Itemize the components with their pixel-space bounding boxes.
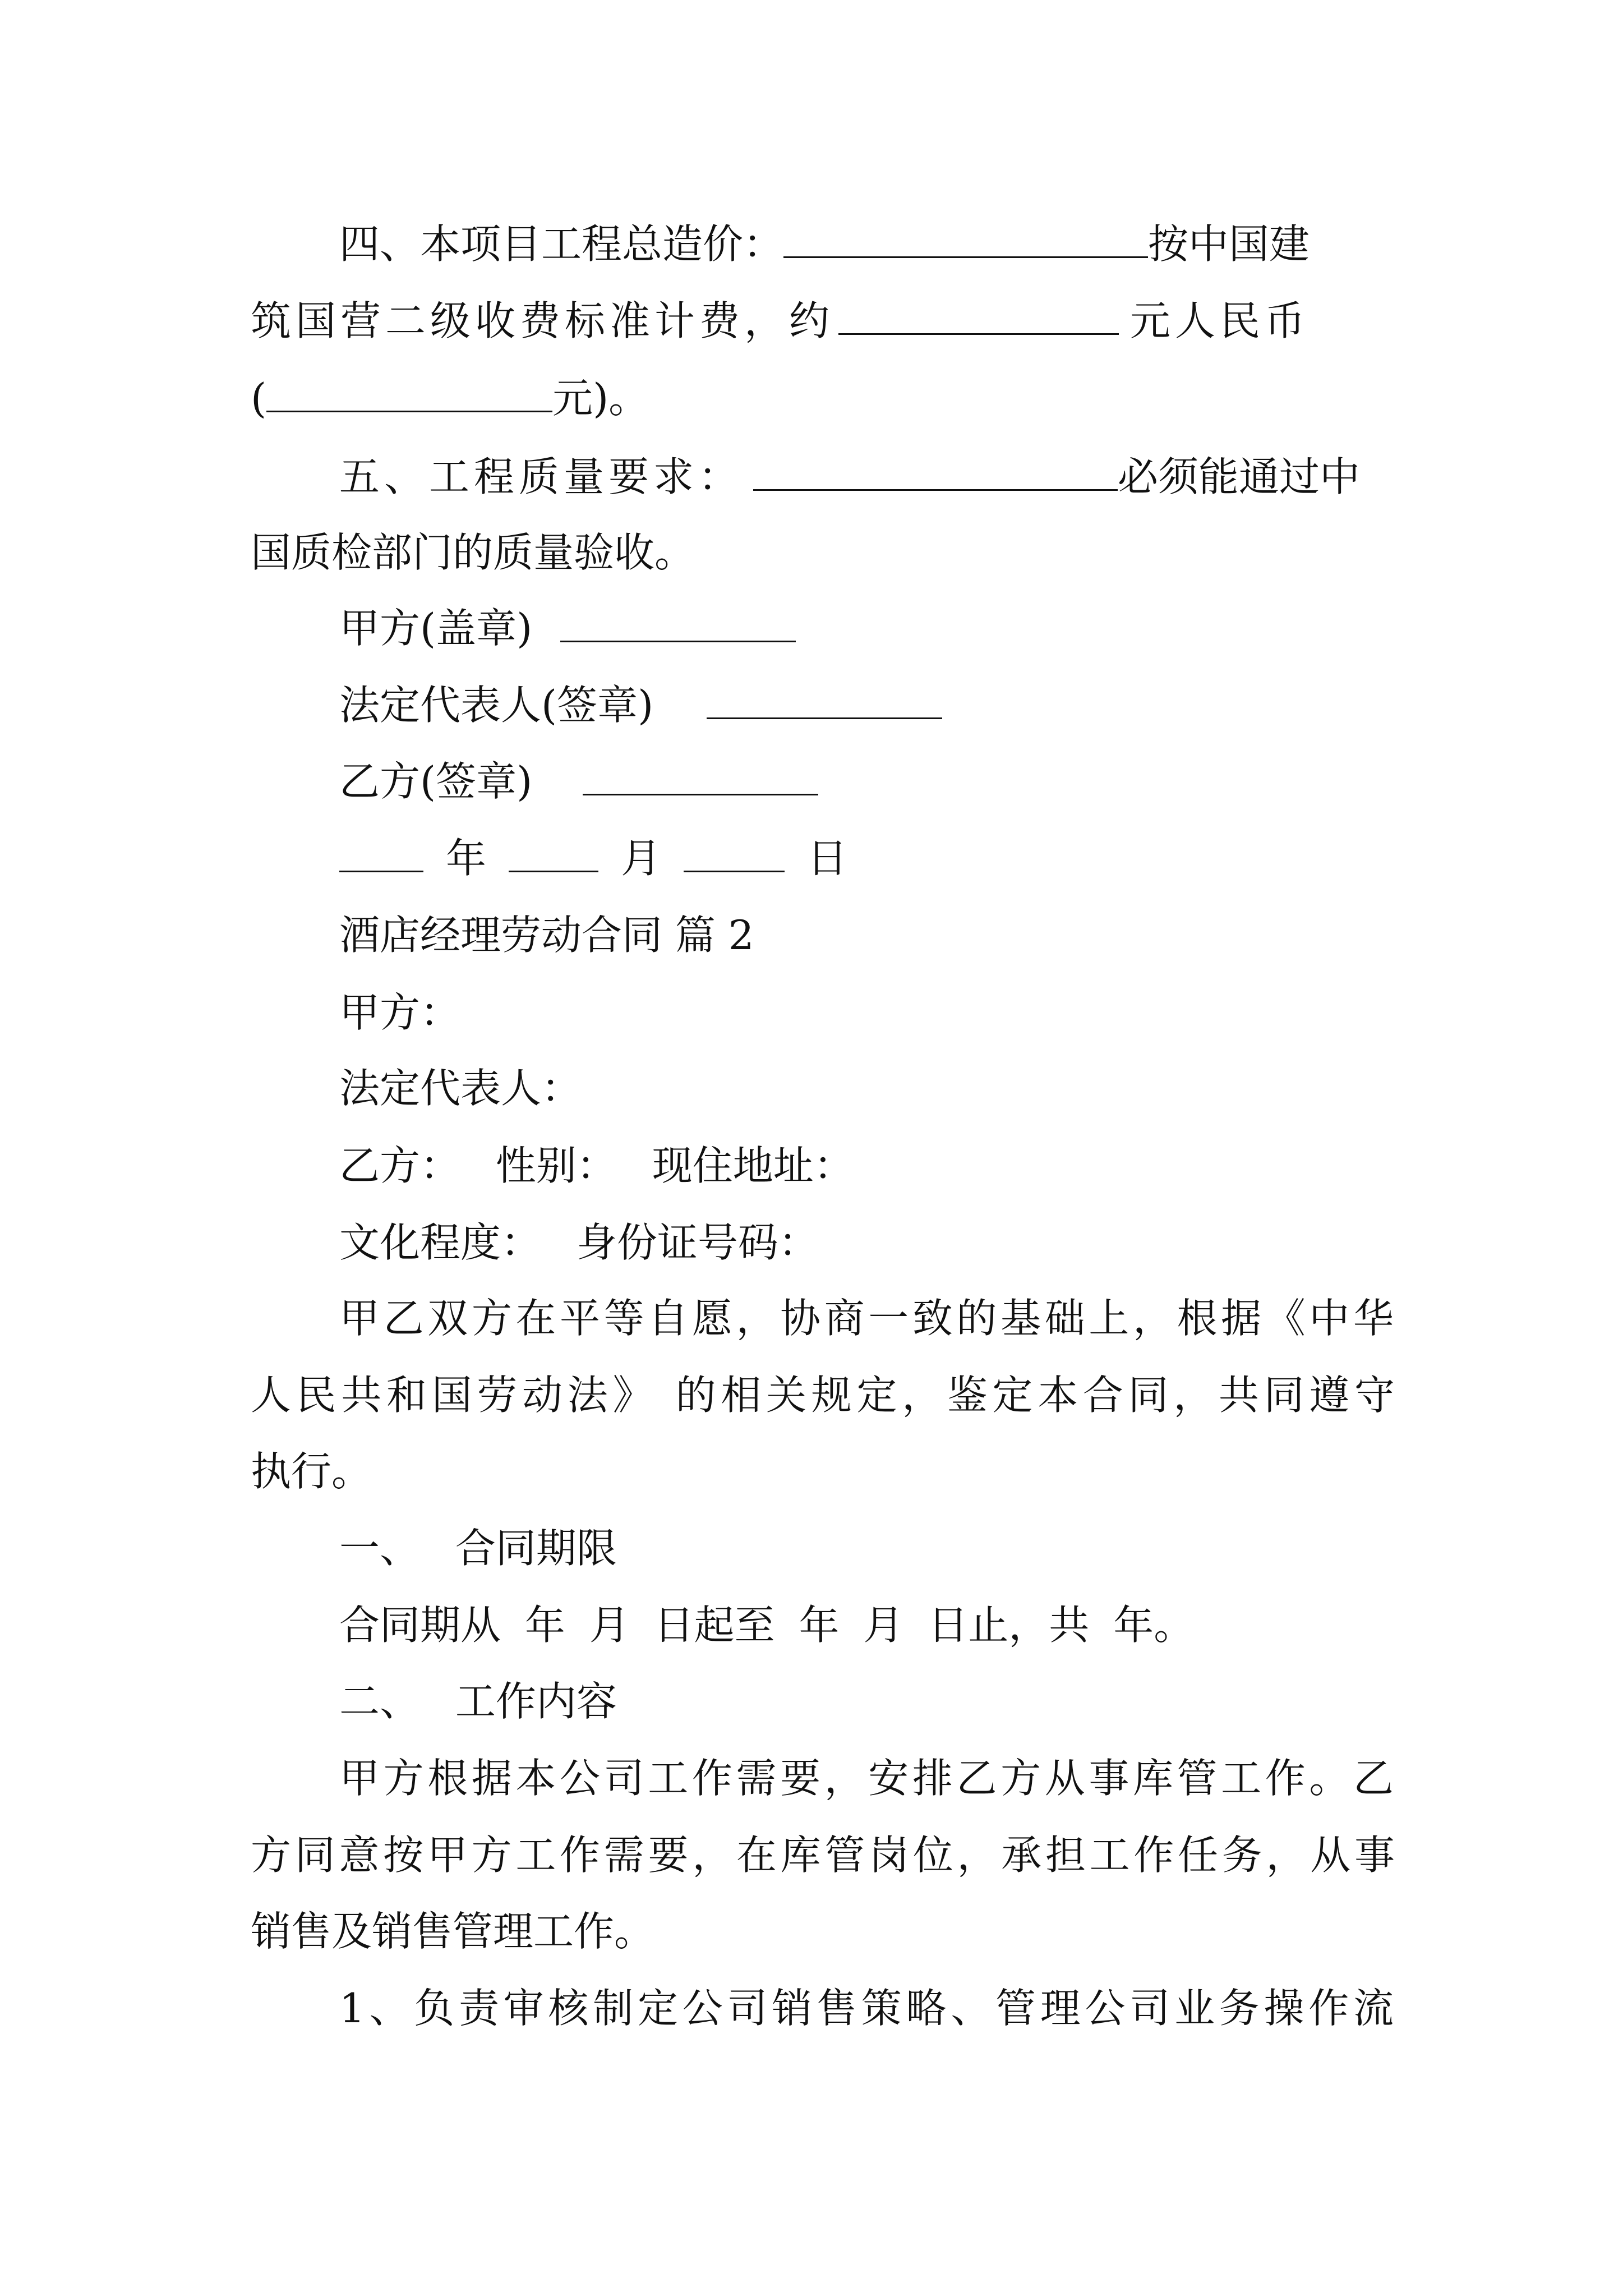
article-party-a-text: 甲方： <box>339 989 461 1036</box>
p5-line-1-text: 五、工程质量要求： <box>339 453 744 500</box>
sign-party-a <box>339 600 796 656</box>
legal-rep-signature-blank <box>707 683 942 719</box>
section-1-title <box>339 1520 617 1576</box>
year-label: 年 <box>446 835 487 882</box>
p4-line-2-text: 筑国营二级收费标准计费，约 <box>251 297 834 344</box>
section-2-body-1-text: 甲方根据本公司工作需要，安排乙方从事库管工作。乙 <box>339 1755 1394 1802</box>
sign-date <box>339 830 847 886</box>
article-education <box>339 1214 819 1271</box>
p4-line-3-open: ( <box>251 375 267 422</box>
p4-line-1-text: 四、本项目工程总造价： <box>339 220 784 268</box>
section-2-body-3-text: 销售及销售管理工作。 <box>251 1908 655 1955</box>
p5-line-1 <box>339 449 1360 505</box>
article-party-a <box>339 984 460 1041</box>
intro-line-1 <box>339 1290 1394 1346</box>
article-party-b-text: 乙方： 性别： 现住地址： <box>339 1142 854 1189</box>
intro-line-2-text: 人民共和国劳动法》 的相关规定，鉴定本合同，共同遵守 <box>251 1372 1395 1419</box>
section-2-title-text: 二、 工作内容 <box>339 1678 617 1725</box>
article-party-b <box>339 1138 854 1194</box>
article-legal-rep-text: 法定代表人： <box>339 1065 582 1112</box>
party-b-signature-blank <box>583 759 818 795</box>
article-legal-rep <box>339 1060 582 1116</box>
p5-line-1-tail: 必须能通过中 <box>1118 453 1361 500</box>
p4-line-3-tail: 元)。 <box>552 375 649 422</box>
item-1-text: 1、负责审核制定公司销售策略、管理公司业务操作流 <box>339 1985 1394 2032</box>
day-blank <box>684 836 785 872</box>
intro-line-2 <box>251 1367 1395 1423</box>
p5-line-2 <box>251 524 695 581</box>
section-2-body-1 <box>339 1750 1394 1806</box>
p4-line-2 <box>251 293 1395 349</box>
p4-line-1-tail: 按中国建 <box>1148 220 1310 268</box>
sign-party-b-label: 乙方(签章) <box>339 758 533 805</box>
article-education-text: 文化程度： 身份证号码： <box>339 1219 819 1266</box>
intro-line-3 <box>251 1443 372 1499</box>
party-a-signature-blank <box>560 606 796 642</box>
section-2-body-2 <box>251 1827 1395 1883</box>
section-2-title <box>339 1673 617 1729</box>
year-blank <box>339 836 423 872</box>
section-1-title-text: 一、 合同期限 <box>339 1525 617 1572</box>
amount-words-blank <box>266 376 552 412</box>
section-1-body <box>339 1597 1194 1653</box>
p5-line-2-text: 国质检部门的质量验收。 <box>251 529 695 576</box>
month-label: 月 <box>621 835 662 882</box>
section-1-body-text: 合同期从 年 月 日起至 年 月 日止，共 年。 <box>339 1602 1195 1649</box>
section-2-body-2-text: 方同意按甲方工作需要，在库管岗位，承担工作任务，从事 <box>251 1832 1395 1879</box>
p4-line-3 <box>251 370 649 426</box>
sign-legal-rep-label: 法定代表人(签章) <box>339 682 654 729</box>
amount-blank <box>838 298 1119 335</box>
section-2-body-3 <box>251 1903 654 1959</box>
article-title-text: 酒店经理劳动合同 篇 2 <box>339 912 754 959</box>
article-title <box>339 907 754 963</box>
month-blank <box>509 836 598 872</box>
p4-line-2-tail: 元人民币 <box>1130 297 1310 344</box>
quality-blank <box>753 454 1118 491</box>
p4-line-1 <box>339 216 1394 272</box>
sign-legal-rep <box>339 677 942 733</box>
cost-blank <box>783 222 1148 258</box>
intro-line-1-text: 甲乙双方在平等自愿，协商一致的基础上，根据《中华 <box>339 1295 1394 1342</box>
intro-line-3-text: 执行。 <box>251 1448 372 1495</box>
sign-party-a-label: 甲方(盖章) <box>339 605 533 652</box>
sign-party-b <box>339 753 818 809</box>
day-label: 日 <box>807 835 848 882</box>
item-1 <box>339 1980 1394 2036</box>
